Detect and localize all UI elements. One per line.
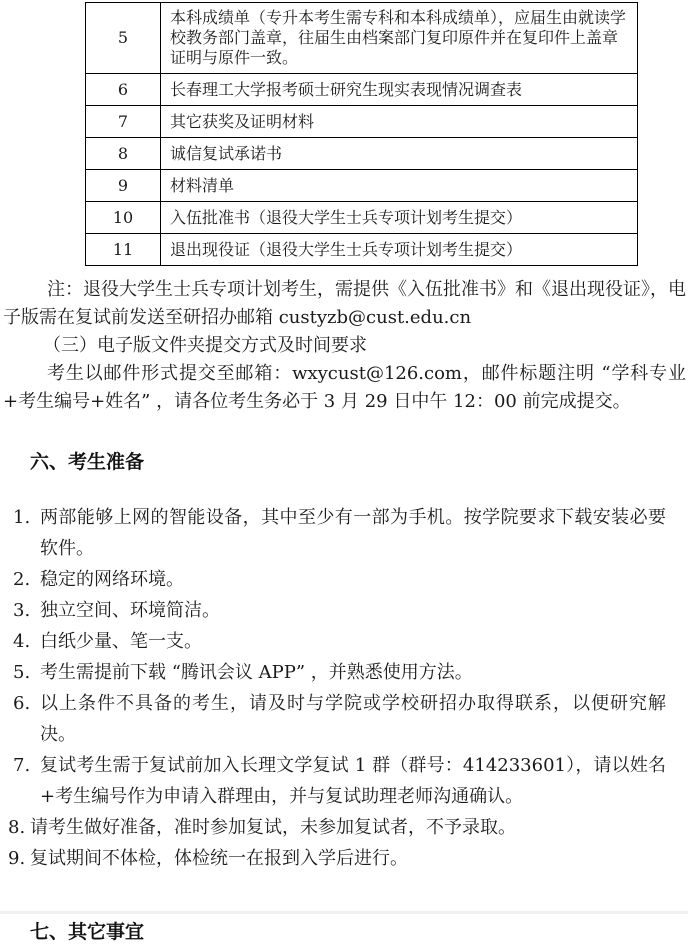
row-description: 其它获奖及证明材料 [161, 106, 638, 138]
list-item-text: 复试期间不体检，体检统一在报到入学后进行。 [30, 848, 408, 869]
row-description: 长春理工大学报考硕士研究生现实表现情况调查表 [161, 74, 638, 106]
row-number: 10 [86, 202, 161, 234]
table-row [86, 234, 638, 266]
list-item [0, 626, 688, 657]
list-item-number: 1. [13, 507, 31, 528]
list-item [0, 843, 688, 874]
list-item-number: 8. [8, 817, 26, 838]
subsection-heading-three: （三）电子版文件夹提交方式及时间要求 [43, 335, 367, 356]
list-item-text: 考生需提前下载 “腾讯会议 APP” ，并熟悉使用方法。 [40, 662, 473, 683]
list-item-text: 独立空间、环境简洁。 [40, 600, 220, 621]
row-description: 诚信复试承诺书 [161, 138, 638, 170]
note-veterans-paragraph: 注：退役大学生士兵专项计划考生，需提供《入伍批准书》和《退出现役证》，电子版需在复试前发送至研招办邮箱 custyzb@cust.edu.cn [3, 279, 686, 328]
row-number: 6 [86, 74, 161, 106]
row-number: 11 [86, 234, 161, 266]
list-item-text: 稳定的网络环境。 [40, 569, 184, 590]
materials-table [85, 2, 638, 266]
notes-section [0, 276, 688, 416]
list-item [0, 595, 688, 626]
list-item [0, 750, 688, 812]
table-row [86, 106, 638, 138]
row-description: 材料清单 [161, 170, 638, 202]
row-number: 9 [86, 170, 161, 202]
section-seven-heading: 七、其它事宜 [30, 921, 145, 943]
list-item [0, 502, 688, 564]
candidate-preparation-list [0, 502, 688, 874]
list-item-text: 请考生做好准备，准时参加复试，未参加复试者，不予录取。 [30, 817, 516, 838]
section-six-heading: 六、考生准备 [30, 451, 145, 473]
page-bottom-divider [0, 911, 688, 914]
table-row [86, 138, 638, 170]
list-item-number: 3. [13, 600, 31, 621]
list-item-text: 白纸少量、笔一支。 [40, 631, 202, 652]
list-item-number: 5. [13, 662, 31, 683]
table-row [86, 170, 638, 202]
table-row [86, 3, 638, 74]
list-item-number: 2. [13, 569, 31, 590]
row-number: 8 [86, 138, 161, 170]
row-number: 7 [86, 106, 161, 138]
row-description: 入伍批准书（退役大学生士兵专项计划考生提交） [161, 202, 638, 234]
list-item-number: 9. [8, 848, 26, 869]
note-submission-paragraph: 考生以邮件形式提交至邮箱：wxycust@126.com，邮件标题注明 “学科专业+考生编号+姓名” ，请各位考生务必于 3 月 29 日中午 12：00 前完成提交。 [3, 363, 686, 412]
list-item [0, 688, 688, 750]
list-item [0, 657, 688, 688]
list-item-text: 两部能够上网的智能设备，其中至少有一部为手机。按学院要求下载安装必要软件。 [40, 507, 666, 559]
table-row [86, 202, 638, 234]
list-item [0, 812, 688, 843]
list-item-number: 4. [13, 631, 31, 652]
list-item-text: 以上条件不具备的考生，请及时与学院或学校研招办取得联系，以便研究解决。 [40, 693, 666, 745]
materials-table-container [0, 0, 688, 266]
row-description: 本科成绩单（专升本考生需专科和本科成绩单），应届生由就读学校教务部门盖章，往届生由档案部门复印原件并在复印件上盖章证明与原件一致。 [161, 3, 638, 74]
list-item-text: 复试考生需于复试前加入长理文学复试 1 群（群号：414233601），请以姓名+考生编号作为申请入群理由，并与复试助理老师沟通确认。 [40, 755, 666, 807]
table-row [86, 74, 638, 106]
list-item-number: 7. [13, 755, 31, 776]
row-description: 退出现役证（退役大学生士兵专项计划考生提交） [161, 234, 638, 266]
list-item-number: 6. [13, 693, 31, 714]
list-item [0, 564, 688, 595]
row-number: 5 [86, 3, 161, 74]
